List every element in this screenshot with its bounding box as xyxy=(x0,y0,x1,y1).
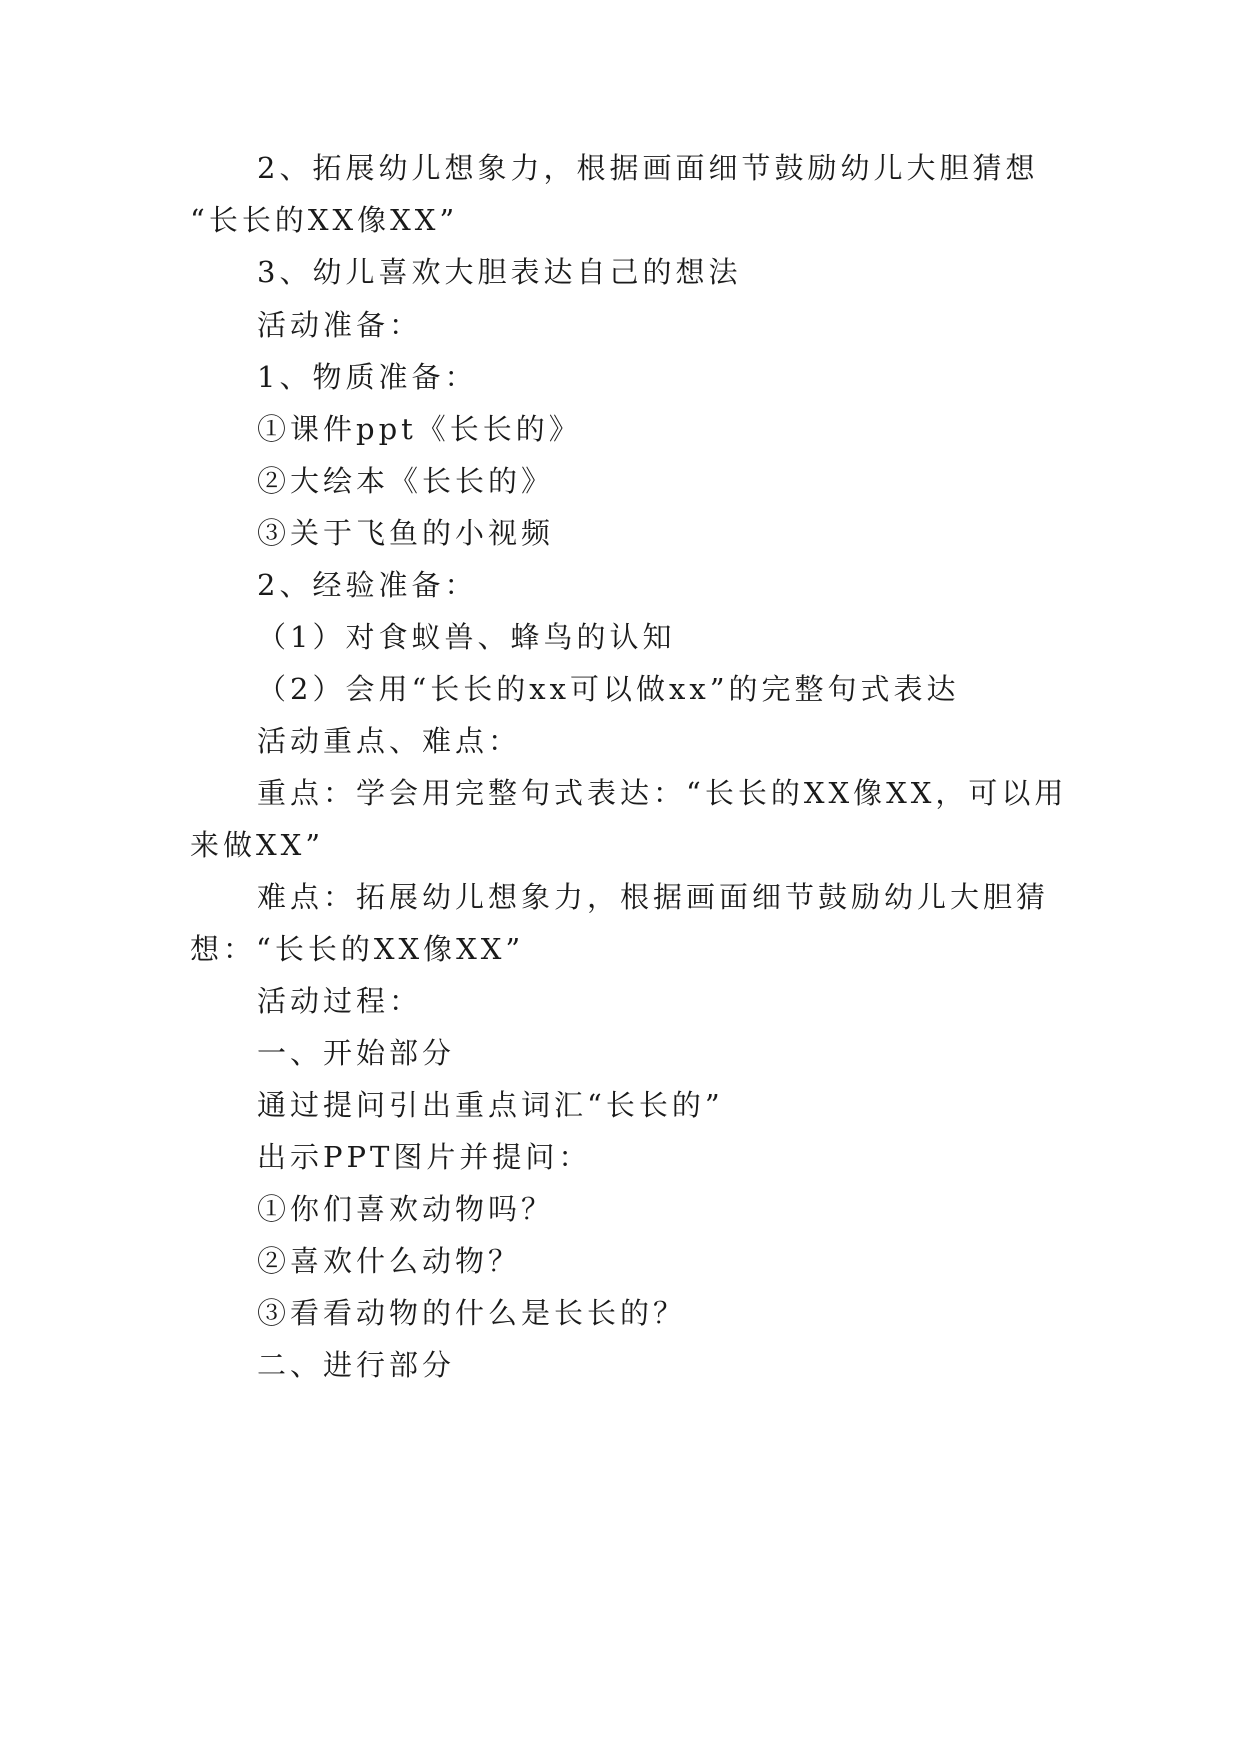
section-1-intro: 通过提问引出重点词汇“长长的” xyxy=(257,1088,724,1122)
material-item-1: ①课件ppt《长长的》 xyxy=(257,412,582,446)
difficulty-line-2: 想：“长长的XX像XX” xyxy=(190,932,525,966)
experience-item-1: （1）对食蚁兽、蜂鸟的认知 xyxy=(257,620,676,654)
heading-preparation: 活动准备： xyxy=(257,308,423,342)
difficulty-line-1: 难点：拓展幼儿想象力，根据画面细节鼓励幼儿大胆猜 xyxy=(257,880,1050,914)
material-item-3: ③关于飞鱼的小视频 xyxy=(257,516,555,550)
question-2: ②喜欢什么动物？ xyxy=(257,1244,522,1278)
key-point-line-2: 来做XX” xyxy=(190,828,325,862)
material-prep-heading: 1、物质准备： xyxy=(257,360,478,394)
section-1-heading: 一、开始部分 xyxy=(257,1036,456,1070)
material-item-2: ②大绘本《长长的》 xyxy=(257,464,555,498)
section-2-heading: 二、进行部分 xyxy=(257,1348,456,1382)
experience-item-2: （2）会用“长长的xx可以做xx”的完整句式表达 xyxy=(257,672,960,706)
goal-2-line-2: “长长的XX像XX” xyxy=(190,203,459,237)
heading-key-points: 活动重点、难点： xyxy=(257,724,522,758)
goal-2-line-1: 2、拓展幼儿想象力，根据画面细节鼓励幼儿大胆猜想 xyxy=(257,151,1039,185)
key-point-line-1: 重点：学会用完整句式表达：“长长的XX像XX，可以用 xyxy=(257,776,1068,810)
question-1: ①你们喜欢动物吗？ xyxy=(257,1192,555,1226)
heading-process: 活动过程： xyxy=(257,984,423,1018)
goal-3: 3、幼儿喜欢大胆表达自己的想法 xyxy=(257,255,742,289)
experience-prep-heading: 2、经验准备： xyxy=(257,568,478,602)
question-3: ③看看动物的什么是长长的？ xyxy=(257,1296,687,1330)
section-1-ppt: 出示PPT图片并提问： xyxy=(257,1140,592,1174)
